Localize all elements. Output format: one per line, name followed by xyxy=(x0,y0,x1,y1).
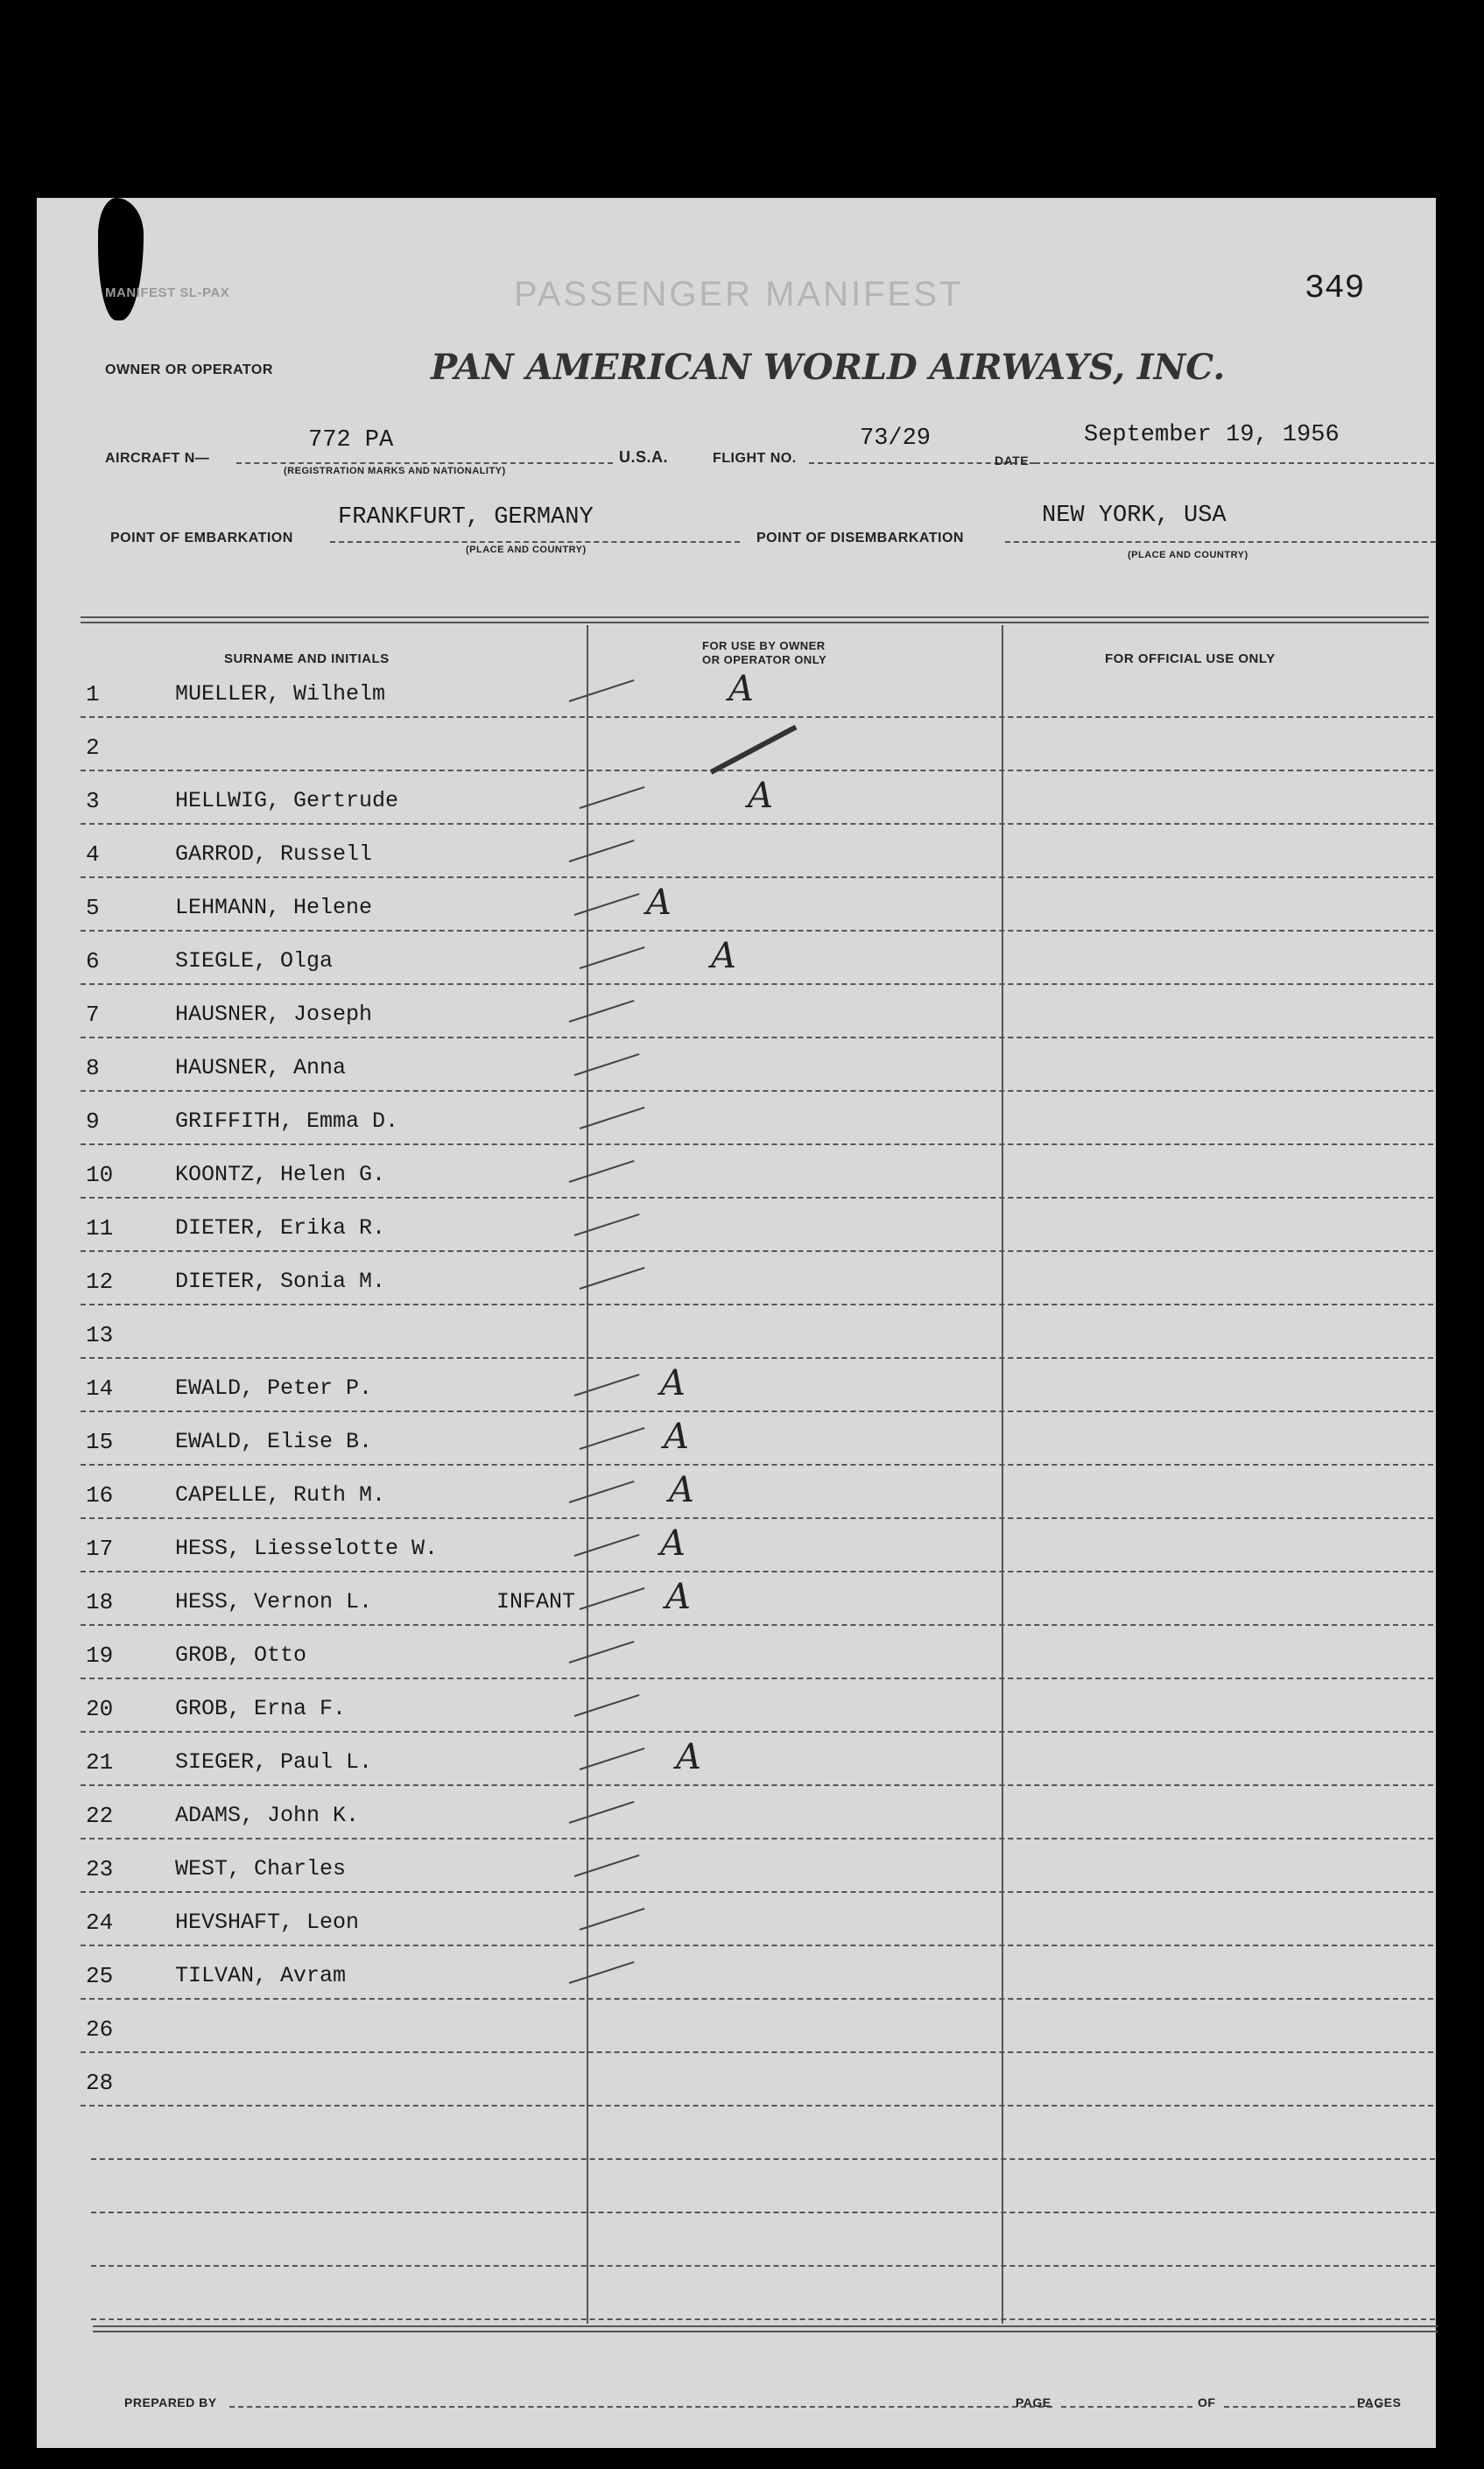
check-stroke xyxy=(574,1213,640,1236)
row-number: 15 xyxy=(86,1429,114,1455)
row-number: 10 xyxy=(86,1162,114,1188)
passenger-name: EWALD, Peter P. xyxy=(175,1375,373,1401)
check-stroke xyxy=(580,1587,645,1610)
row-rule xyxy=(81,2105,1433,2107)
row-number: 3 xyxy=(86,788,100,814)
col-owner-use-2: OR OPERATOR ONLY xyxy=(702,653,827,666)
date-label: DATE xyxy=(995,454,1030,468)
check-stroke xyxy=(569,840,635,862)
row-number: 24 xyxy=(86,1910,114,1936)
owner-value: PAN AMERICAN WORLD AIRWAYS, INC. xyxy=(431,347,1226,388)
check-stroke xyxy=(580,946,645,969)
prepared-by-label: PREPARED BY xyxy=(124,2395,217,2409)
passenger-name: WEST, Charles xyxy=(175,1856,347,1882)
row-number: 11 xyxy=(86,1215,114,1242)
blank-rule xyxy=(91,2212,1435,2213)
check-stroke xyxy=(574,1854,640,1877)
passenger-name: CAPELLE, Ruth M. xyxy=(175,1482,386,1508)
check-stroke xyxy=(580,1267,645,1290)
row-number: 6 xyxy=(86,948,100,974)
aircraft-sub: (REGISTRATION MARKS AND NATIONALITY) xyxy=(284,466,506,476)
flight-label: FLIGHT NO. xyxy=(713,451,797,466)
row-number: 12 xyxy=(86,1269,114,1295)
stamp-text: MANIFEST SL-PAX xyxy=(105,285,230,300)
page-label: PAGE xyxy=(1016,2395,1051,2409)
manifest-sheet xyxy=(37,198,1436,2448)
col-official: FOR OFFICIAL USE ONLY xyxy=(1105,651,1276,666)
row-rule xyxy=(81,1891,1433,1893)
row-number: 13 xyxy=(86,1322,114,1348)
check-stroke xyxy=(574,1053,640,1076)
blank-rule xyxy=(91,2265,1435,2267)
row-rule xyxy=(81,716,1433,718)
check-stroke xyxy=(580,1427,645,1450)
aircraft-value: 772 PA xyxy=(308,427,394,454)
owner-label: OWNER OR OPERATOR xyxy=(105,362,273,377)
check-stroke xyxy=(574,1374,640,1396)
handwritten-a-mark: A xyxy=(711,936,736,976)
row-number: 23 xyxy=(86,1856,114,1882)
check-stroke xyxy=(574,1534,640,1557)
passenger-name: SIEGLE, Olga xyxy=(175,948,334,974)
handwritten-a-mark: A xyxy=(664,1417,689,1457)
row-number: 25 xyxy=(86,1963,114,1989)
page-number: 349 xyxy=(1305,270,1365,307)
row-rule xyxy=(81,770,1433,771)
passenger-name: LEHMANN, Helene xyxy=(175,895,373,920)
disembark-sub: (PLACE AND COUNTRY) xyxy=(1128,550,1248,560)
row-rule xyxy=(81,876,1433,878)
row-rule xyxy=(81,1517,1433,1519)
row-rule xyxy=(81,1731,1433,1733)
row-rule xyxy=(81,1998,1433,2000)
row-number: 18 xyxy=(86,1589,114,1615)
handwritten-a-mark: A xyxy=(646,883,672,923)
row-rule xyxy=(81,823,1433,825)
passenger-name: EWALD, Elise B. xyxy=(175,1429,373,1454)
check-stroke xyxy=(574,1694,640,1717)
row-number: 19 xyxy=(86,1642,114,1669)
check-stroke xyxy=(569,1000,635,1023)
row-rule xyxy=(81,1838,1433,1839)
row-rule xyxy=(81,930,1433,932)
row-rule xyxy=(81,1784,1433,1786)
of-label: OF xyxy=(1198,2395,1216,2409)
row-rule xyxy=(81,1945,1433,1946)
row-rule xyxy=(81,1250,1433,1252)
row-rule xyxy=(81,1464,1433,1466)
check-stroke xyxy=(569,1481,635,1503)
row-rule xyxy=(81,983,1433,985)
row-number: 16 xyxy=(86,1482,114,1509)
disembark-value: NEW YORK, USA xyxy=(1042,503,1227,529)
col-owner-use-1: FOR USE BY OWNER xyxy=(702,639,826,652)
passenger-name: DIETER, Sonia M. xyxy=(175,1269,386,1294)
row-number: 9 xyxy=(86,1108,100,1135)
check-stroke xyxy=(580,786,645,809)
row-number: 22 xyxy=(86,1803,114,1829)
date-value: September 19, 1956 xyxy=(1084,422,1340,448)
passenger-name: MUELLER, Wilhelm xyxy=(175,681,386,707)
passenger-name: GROB, Otto xyxy=(175,1642,307,1668)
check-stroke xyxy=(569,1961,635,1984)
row-number: 8 xyxy=(86,1055,100,1081)
check-stroke xyxy=(580,1107,645,1129)
flight-value: 73/29 xyxy=(860,426,932,452)
passenger-name: ADAMS, John K. xyxy=(175,1803,360,1828)
handwritten-a-mark: A xyxy=(660,1363,686,1403)
passenger-name: HAUSNER, Anna xyxy=(175,1055,347,1080)
row-rule xyxy=(81,1678,1433,1679)
check-stroke xyxy=(580,1748,645,1770)
handwritten-a-mark: A xyxy=(660,1523,686,1564)
passenger-name: HESS, Liesselotte W. xyxy=(175,1536,439,1561)
check-stroke xyxy=(574,893,640,916)
check-stroke xyxy=(580,1908,645,1931)
blank-rule xyxy=(91,2158,1435,2160)
passenger-name: HEVSHAFT, Leon xyxy=(175,1910,360,1935)
check-stroke xyxy=(569,1160,635,1183)
handwritten-a-mark: A xyxy=(669,1470,694,1510)
row-number: 26 xyxy=(86,2016,114,2043)
row-number: 5 xyxy=(86,895,100,921)
row-number: 21 xyxy=(86,1749,114,1776)
col-surname: SURNAME AND INITIALS xyxy=(224,651,390,666)
pages-label: PAGES xyxy=(1357,2395,1402,2409)
row-number: 20 xyxy=(86,1696,114,1722)
passenger-note: INFANT xyxy=(496,1589,576,1614)
embark-value: FRANKFURT, GERMANY xyxy=(338,504,594,531)
row-rule xyxy=(81,1037,1433,1038)
row-rule xyxy=(81,1143,1433,1145)
row-number: 17 xyxy=(86,1536,114,1562)
row-rule xyxy=(81,1090,1433,1092)
handwritten-a-mark: A xyxy=(665,1577,691,1617)
row-number: 1 xyxy=(86,681,100,707)
scribble-stroke xyxy=(710,725,798,775)
passenger-name: GROB, Erna F. xyxy=(175,1696,347,1721)
row-rule xyxy=(81,1624,1433,1626)
passenger-name: HAUSNER, Joseph xyxy=(175,1002,373,1027)
passenger-name: HESS, Vernon L. xyxy=(175,1589,373,1614)
row-rule xyxy=(81,2051,1433,2053)
passenger-name: TILVAN, Avram xyxy=(175,1963,347,1988)
row-rule xyxy=(81,1410,1433,1412)
passenger-name: GRIFFITH, Emma D. xyxy=(175,1108,399,1134)
passenger-name: HELLWIG, Gertrude xyxy=(175,788,399,813)
passenger-name: GARROD, Russell xyxy=(175,841,373,867)
handwritten-a-mark: A xyxy=(728,669,754,709)
embark-label: POINT OF EMBARKATION xyxy=(110,531,293,545)
torn-corner xyxy=(98,198,144,320)
row-rule xyxy=(81,1357,1433,1359)
row-number: 14 xyxy=(86,1375,114,1402)
page-title: PASSENGER MANIFEST xyxy=(514,275,964,313)
row-number: 7 xyxy=(86,1002,100,1028)
embark-sub: (PLACE AND COUNTRY) xyxy=(466,545,587,555)
check-stroke xyxy=(569,679,635,702)
passenger-name: SIEGER, Paul L. xyxy=(175,1749,373,1775)
row-rule xyxy=(81,1197,1433,1199)
check-stroke xyxy=(569,1801,635,1824)
row-number: 2 xyxy=(86,735,100,761)
row-rule xyxy=(81,1571,1433,1572)
usa-label: U.S.A. xyxy=(619,448,669,466)
disembark-label: POINT OF DISEMBARKATION xyxy=(756,531,964,545)
passenger-name: KOONTZ, Helen G. xyxy=(175,1162,386,1187)
passenger-name: DIETER, Erika R. xyxy=(175,1215,386,1241)
handwritten-a-mark: A xyxy=(676,1737,701,1777)
row-number: 28 xyxy=(86,2070,114,2096)
row-number: 4 xyxy=(86,841,100,868)
check-stroke xyxy=(569,1641,635,1664)
handwritten-a-mark: A xyxy=(748,776,773,816)
aircraft-label: AIRCRAFT N— xyxy=(105,451,210,466)
row-rule xyxy=(81,1304,1433,1305)
blank-rule xyxy=(91,2318,1435,2320)
